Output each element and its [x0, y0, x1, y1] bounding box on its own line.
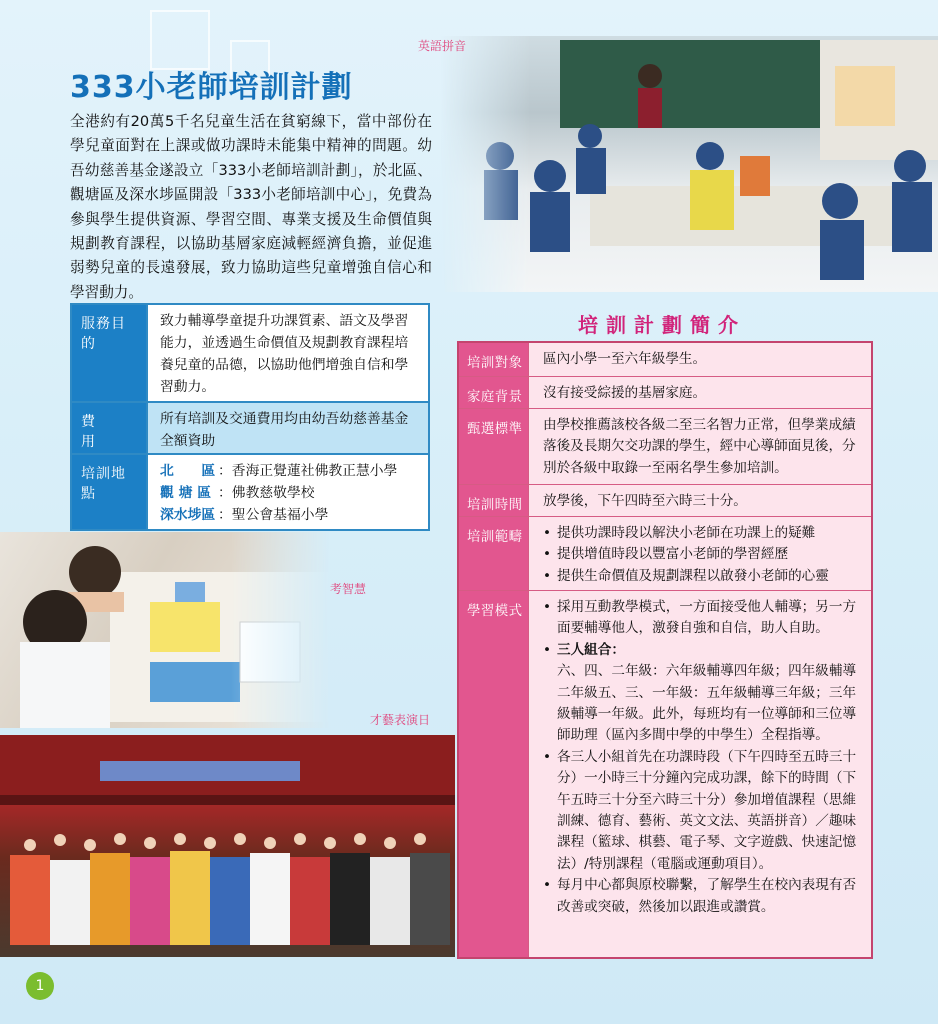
kids-game-photo [0, 532, 330, 728]
service-purpose-text: 致力輔導學童提升功課質素、語文及學習能力，並透過生命價值及規劃教育課程培養兒童的品德，以協助他們增強自信和學習動力。 [160, 313, 409, 395]
photo-caption-chess: 考智慧 [330, 582, 367, 596]
service-location-row [72, 455, 428, 529]
location-school: ：香海正覺蓮社佛教正慧小學 [218, 463, 398, 479]
location-item [160, 504, 420, 526]
scope-item: • 提供增值時段以豐富小老師的學習經歷 [543, 544, 863, 565]
classroom-photo [440, 36, 938, 292]
service-fee-label: 費 用 [72, 403, 148, 453]
program-scope-list [529, 517, 871, 590]
mode-item: • 三人組合： [543, 640, 863, 661]
program-time-row [459, 485, 871, 517]
location-school: ：佛教慈敬學校 [218, 485, 315, 501]
talent-show-photo [0, 735, 455, 957]
program-target-text: 區內小學一至六年級學生。 [529, 343, 871, 376]
program-background-row [459, 377, 871, 409]
program-time-label: 培訓時間 [459, 485, 529, 516]
service-fee-text: 所有培訓及交通費用均由幼吾幼慈善基金全額資助 [148, 403, 428, 453]
kids-game-illustration [0, 532, 330, 728]
intro-paragraph: 全港約有20萬5千名兒童生活在貧窮線下，當中部份在學兒童面對在上課或做功課時未能集中精神的問題。幼吾幼慈善基金遂設立「333小老師培訓計劃」，於北區、觀塘區及深水埗區開設「333小老師培訓中心」，免費為參與學生提供資源、學習空間、專業支援及生命價值與規劃教育課程，以協助基層家庭減輕經濟負擔，並促進弱勢兒童的長遠發展，致力協助這些兒童增強自信心和學習動力。 [70, 113, 432, 301]
service-location-label: 培訓地點 [72, 455, 148, 529]
program-mode-row [459, 591, 871, 957]
photo-caption-phonics: 英語拼音 [418, 39, 467, 53]
program-mode-label: 學習模式 [459, 591, 529, 957]
mode-item: • 各三人小組首先在功課時段（下午四時至五時三十分）一小時三十分鐘內完成功課，餘下的時間（下午五時三十分至六時三十分）參加增值課程（思維訓練、德育、藝術、英文文法、英語拼音）／趣味課程（籃球、棋藝、電子琴、文字遊戲、快速記憶法）/特別課程（電腦或運動項目）。 [543, 747, 863, 875]
location-district: 深水埗區 [160, 507, 216, 523]
location-item [160, 460, 420, 482]
program-background-text: 沒有接受綜援的基層家庭。 [529, 377, 871, 408]
service-purpose-row [72, 305, 428, 403]
location-district: 觀 塘 區 [160, 485, 211, 501]
classroom-illustration [440, 36, 938, 292]
scope-item: • 提供生命價值及規劃課程以啟發小老師的心靈 [543, 566, 863, 587]
service-location-list [148, 455, 428, 529]
service-info-table [70, 303, 430, 531]
program-mode-list [529, 591, 871, 957]
program-selection-label: 甄選標準 [459, 409, 529, 484]
photo-caption-talent: 才藝表演日 [370, 713, 431, 727]
page-number: 1 [26, 972, 54, 1000]
program-background-label: 家庭背景 [459, 377, 529, 408]
service-fee-row [72, 403, 428, 455]
location-item [160, 482, 420, 504]
program-scope-row [459, 517, 871, 591]
program-selection-row [459, 409, 871, 485]
talent-show-illustration [0, 735, 455, 957]
mode-item-detail: 六、四、二年級：六年級輔導四年級；四年級輔導二年級五、三、一年級：五年級輔導三年級；三年級輔導一年級。此外，每班均有一位導師和三位導師助理（區內多間中學的中學生）全程指導。 [557, 663, 857, 744]
program-time-text: 放學後，下午四時至六時三十分。 [529, 485, 871, 516]
program-title: 培訓計劃簡介 [578, 313, 746, 337]
mode-item: • 每月中心都與原校聯繫，了解學生在校內表現有否改善或突破，然後加以跟進或讚賞。 [543, 875, 863, 918]
program-selection-text: 由學校推薦該校各級二至三名智力正常，但學業成績落後及長期欠交功課的學生，經中心導師面見後，分別於各級中取錄一至兩名學生參加培訓。 [529, 409, 871, 484]
program-target-label: 培訓對象 [459, 343, 529, 376]
background-decoration [150, 10, 210, 70]
program-table [457, 341, 873, 959]
page-title: 333小老師培訓計劃 [70, 70, 353, 105]
location-district: 北 區 [160, 463, 216, 479]
mode-item: • 採用互動教學模式，一方面接受他人輔導；另一方面要輔導他人，激發自強和自信，助人自助。 [543, 597, 863, 640]
scope-item: • 提供功課時段以解決小老師在功課上的疑難 [543, 523, 863, 544]
location-school: ：聖公會基福小學 [218, 507, 329, 523]
program-target-row [459, 343, 871, 377]
program-scope-label: 培訓範疇 [459, 517, 529, 590]
service-purpose-label: 服務目的 [72, 305, 148, 401]
